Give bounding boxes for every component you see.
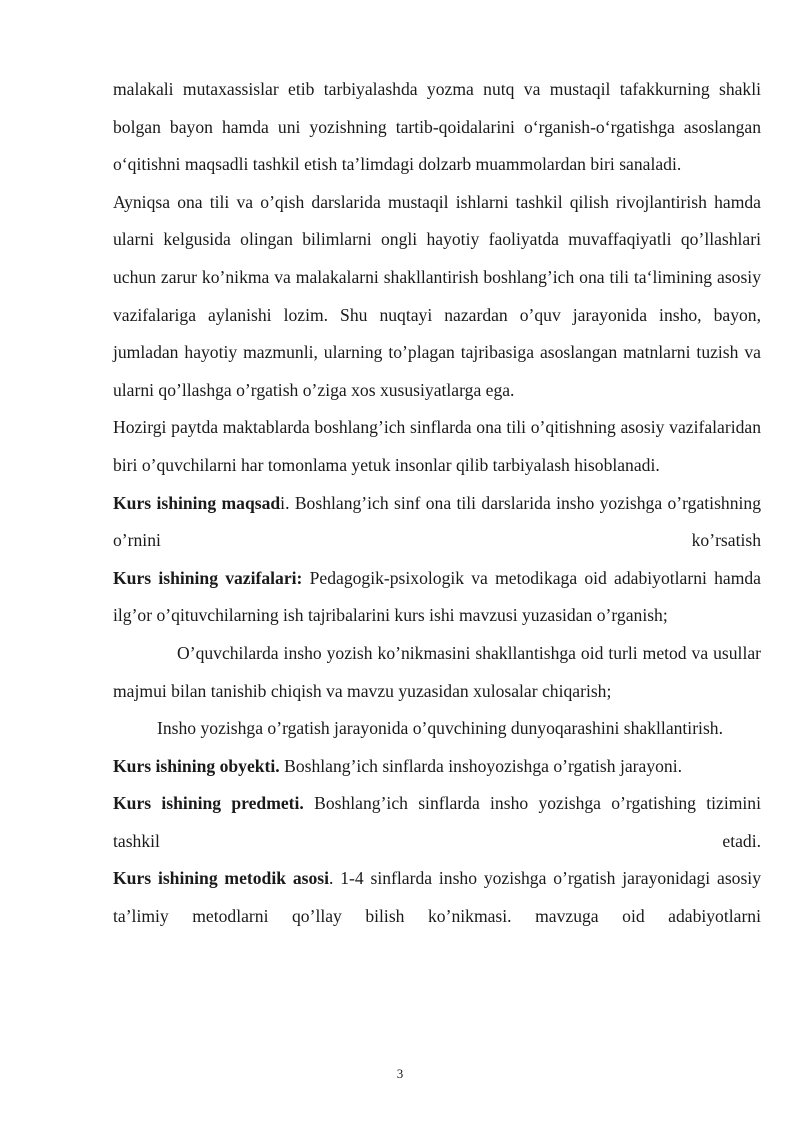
paragraph-vazifa-metodlar: O’quvchilarda insho yozish ko’nikmasini shakllantishga oid turli metod va usullar majmui bilan tanishib chiqish va mavzu yuzasidan xulosalar chiqarish; — [113, 642, 761, 701]
paragraph-intro-continuation: malakali mutaxassislar etib tarbiyalashda yozma nutq va mustaqil tafakkurning shakli bolgan bayon hamda uni yozishning tartib-qoidalarini o‘rganish-o‘rgatishga asoslangan o‘qitishni maqsadli tashkil etish ta’limdagi dolzarb muammolardan biri sanaladi. — [113, 79, 761, 175]
heading-kurs-vazifalari: Kurs ishining vazifalari: — [113, 567, 303, 588]
maqsadi-text: . Boshlang’ich sinf ona tili darslarida insho yozishga o’rgatishning o’rnini ko’rsatish — [113, 492, 761, 551]
paragraph-kurs-maqsadi — [113, 485, 761, 560]
obyekti-text: Boshlang’ich sinflarda inshoyozishga o’rgatish jarayoni. — [279, 755, 682, 776]
paragraph-hozirgi-paytda: Hozirgi paytda maktablarda boshlang’ich sinflarda ona tili o’qitishning asosiy vazifalaridan biri o’quvchilarni har tomonlama yetuk insonlar qilib tarbiyalash hisoblanadi. — [113, 417, 761, 475]
metodik-asosi-text: . 1-4 sinflarda insho yozishga o’rgatish jarayonidagi asosiy ta’limiy metodlarni qo’llay bilish ko’nikmasi. mavzuga oid adabiyotlarni — [113, 868, 761, 927]
paragraph-vazifa-dunyoqarash: Insho yozishga o’rgatish jarayonida o’quvchining dunyoqarashini shakllantirish. — [157, 718, 723, 739]
predmeti-text: Boshlang’ich sinflarda insho yozishga o’rgatishing tizimini tashkil etadi. — [113, 793, 761, 851]
paragraph-kurs-obyekti — [113, 748, 761, 786]
heading-kurs-obyekti: Kurs ishining obyekti. — [113, 755, 280, 776]
paragraph-mustaqil-ishlar: Ayniqsa ona tili va o’qish darslarida mustaqil ishlarni tashkil qilish rivojlantirish hamda ularni kelgusida olingan bilimlarni ongli hayotiy faoliyatda muvaffaqiyatli qo’llashlari uchun zarur ko’nikma va malakalarni shakllantirish boshlang’ich ona tili ta‘limining asosiy vazifalariga aylanishi lozim. Shu nuqtayi nazardan o’quv jarayonida insho, bayon, jumladan hayotiy mazmunli, ularning to’plagan tajribasiga asoslangan matnlarni tuzish va ularni qo’llashga o’rgatish o’ziga xos xususiyatlarga ega. — [113, 191, 761, 400]
vazifalari-text: Pedagogik-psixologik va metodikaga oid adabiyotlarni hamda ilg’or o’qituvchilarning ish tajribalarini kurs ishi mavzusi yuzasidan o’rganish; — [113, 567, 761, 626]
page-number: 3 — [396, 1066, 404, 1081]
document-page — [113, 71, 761, 936]
maqsadi-suffix: i — [280, 492, 286, 513]
paragraph-kurs-vazifalari — [113, 560, 761, 635]
paragraph-metodik-asosi — [113, 860, 761, 935]
heading-kurs-maqsadi: Kurs ishining maqsad — [113, 492, 281, 513]
heading-kurs-predmeti: Kurs ishining predmeti. — [113, 793, 304, 814]
heading-metodik-asosi: Kurs ishining metodik asosi — [113, 868, 330, 889]
paragraph-kurs-predmeti — [113, 785, 761, 860]
